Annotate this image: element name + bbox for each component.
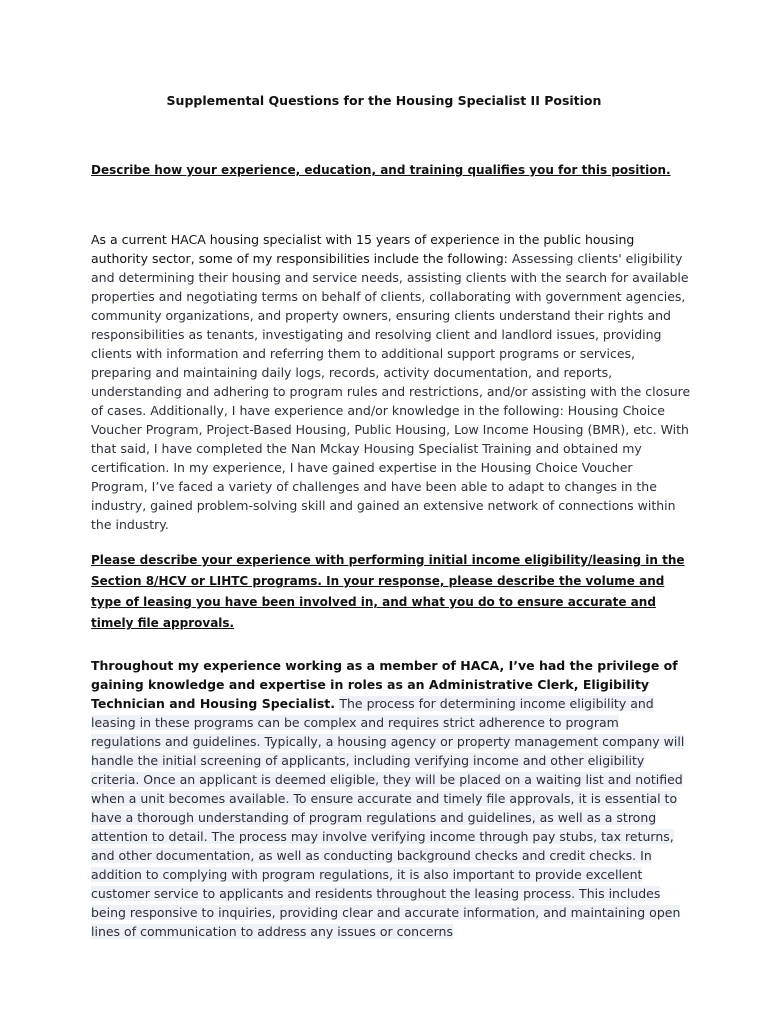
answer-2-lead: Throughout my experience working as a member of HACA, I’ve had the privilege of gaining knowledge and expertise in roles as an Administrative Clerk, Eligibility Technician and Housing Specialist. [91,658,678,711]
question-2: Please describe your experience with performing initial income eligibility/leasing in the Section 8/HCV or LIHTC programs. In your response, please describe the volume and type of leasing you have been involved in, and what you do to ensure accurate and timely file approvals. [91,553,685,630]
answer-1 [91,230,691,534]
answer-1-body: Assessing clients' eligibility and determining their housing and service needs, assisting clients with the search for available properties and negotiating terms on behalf of clients, collaborating with government agencies, community organizations, and property owners, ensuring clients understand their rights and responsibilities as tenants, investigating and resolving client and landlord issues, providing clients with information and referring them to additional support programs or services, preparing and maintaining daily logs, records, activity documentation, and reports, understanding and adhering to program rules and restrictions, and/or assisting with the closure of cases. Additionally, I have experience and/or knowledge in the following: Housing Choice Voucher Program, Project-Based Housing, Public Housing, Low Income Housing (BMR), etc. With that said, I have completed the Nan Mckay Housing Specialist Training and obtained my certification. In my experience, I have gained expertise in the Housing Choice Voucher Program, I’ve faced a variety of challenges and have been able to adapt to changes in the industry, gained problem-solving skill and gained an extensive network of connections within the industry. [91,251,691,532]
answer-2-body: The process for determining income eligibility and leasing in these programs can be complex and requires strict adherence to program regulations and guidelines. Typically, a housing agency or property management company will handle the initial screening of applicants, including verifying income and other eligibility criteria. Once an applicant is deemed eligible, they will be placed on a waiting list and notified when a unit becomes available. To ensure accurate and timely file approvals, it is essential to have a thorough understanding of program regulations and guidelines, as well as a strong attention to detail. The process may involve verifying income through pay stubs, tax returns, and other documentation, as well as conducting background checks and credit checks. In addition to complying with program regulations, it is also important to provide excellent customer service to applicants and residents throughout the leasing process. This includes being responsive to inquiries, providing clear and accurate information, and maintaining open lines of communication to address any issues or concerns [91,696,685,939]
answer-1-lead: As a current HACA housing specialist with 15 years of experience in the public housing authority sector, some of my responsibilities include the following: [91,232,635,266]
question-1: Describe how your experience, education, and training qualifies you for this position. [91,163,671,177]
document-title: Supplemental Questions for the Housing Specialist II Position [166,93,602,108]
answer-2 [91,656,691,941]
